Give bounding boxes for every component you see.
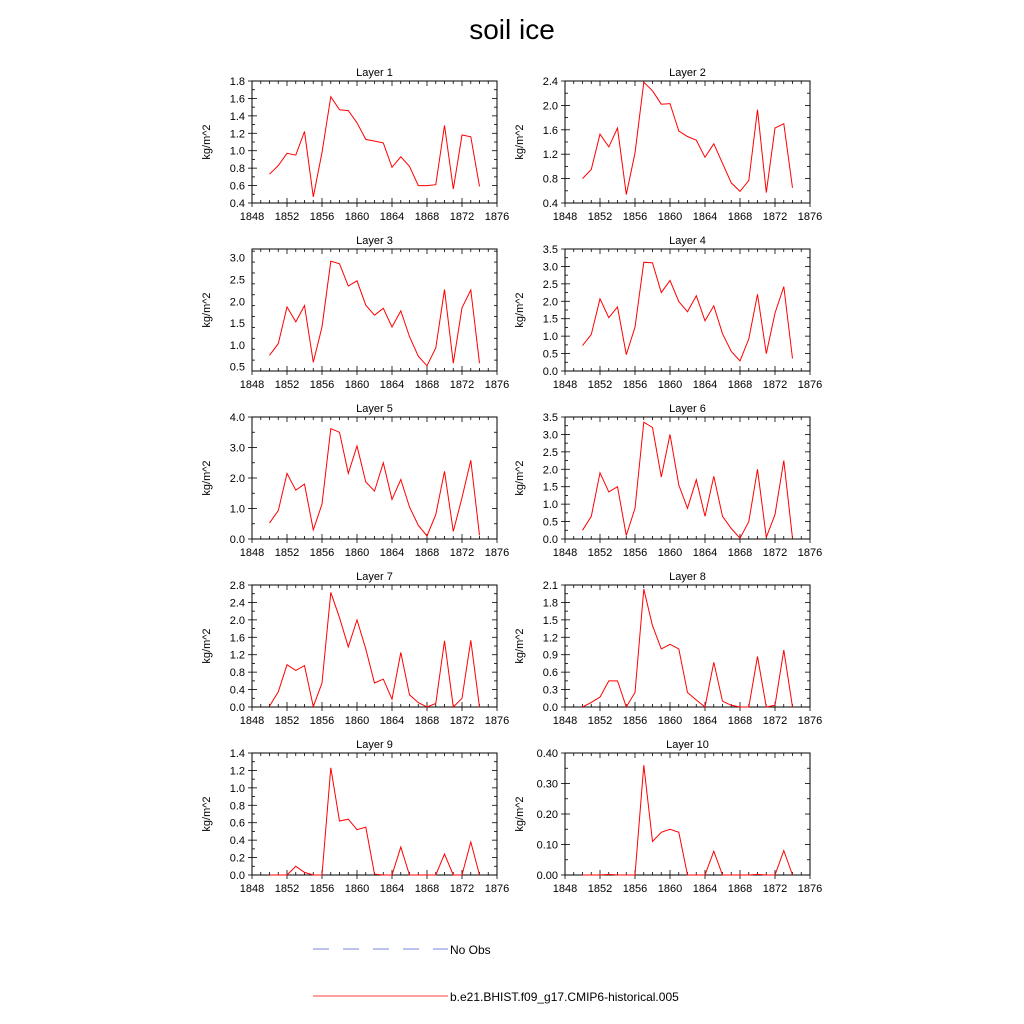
series-line <box>583 765 793 875</box>
series-line <box>583 589 793 707</box>
x-tick-label: 1848 <box>552 211 578 223</box>
x-tick-label: 1856 <box>309 715 335 727</box>
x-tick-label: 1848 <box>239 547 265 559</box>
x-tick-label: 1852 <box>274 547 300 559</box>
panel-title: Layer 3 <box>356 235 393 247</box>
x-tick-label: 1856 <box>309 379 335 391</box>
y-tick-label: 1.4 <box>229 748 245 760</box>
panel-layer-3 <box>201 235 509 391</box>
y-tick-label: 3.5 <box>542 412 558 424</box>
x-tick-label: 1848 <box>552 883 578 895</box>
y-tick-label: 1.5 <box>229 318 245 331</box>
x-tick-label: 1864 <box>379 547 405 559</box>
y-tick-label: 0.20 <box>536 809 558 821</box>
y-axis-label: kg/m^2 <box>201 292 213 328</box>
x-tick-label: 1852 <box>587 379 613 391</box>
x-tick-label: 1872 <box>449 715 475 727</box>
x-tick-label: 1864 <box>379 883 405 895</box>
panel-title: Layer 9 <box>356 739 393 751</box>
y-tick-label: 0.0 <box>229 534 245 546</box>
x-tick-label: 1848 <box>552 715 578 727</box>
panel-layer-1 <box>201 67 509 223</box>
x-tick-label: 1860 <box>657 379 683 391</box>
y-tick-label: 0.4 <box>229 198 245 210</box>
y-tick-label: 0.3 <box>542 684 558 697</box>
series-line <box>583 422 793 538</box>
x-tick-label: 1864 <box>692 379 718 391</box>
panel-layer-9 <box>201 739 509 895</box>
y-tick-label: 2.0 <box>229 614 245 627</box>
x-tick-label: 1872 <box>449 883 475 895</box>
plot-frame <box>252 417 497 539</box>
x-tick-label: 1868 <box>727 883 753 895</box>
series-line <box>583 82 793 194</box>
series-line <box>270 261 480 366</box>
y-tick-label: 1.5 <box>542 614 558 627</box>
y-tick-label: 0.8 <box>229 667 245 680</box>
x-tick-label: 1868 <box>727 547 753 559</box>
panel-title: Layer 1 <box>356 67 393 79</box>
x-tick-label: 1864 <box>379 715 405 727</box>
x-tick-label: 1852 <box>587 547 613 559</box>
y-tick-label: 1.4 <box>229 110 245 123</box>
x-tick-label: 1852 <box>274 379 300 391</box>
x-tick-label: 1856 <box>622 547 648 559</box>
x-tick-label: 1868 <box>414 211 440 223</box>
panel-title: Layer 7 <box>356 571 393 583</box>
panel-layer-10 <box>514 739 822 895</box>
y-tick-label: 1.2 <box>229 649 245 662</box>
plot-frame <box>252 585 497 707</box>
x-tick-label: 1872 <box>449 547 475 559</box>
y-tick-label: 3.0 <box>542 429 558 442</box>
figure-title: soil ice <box>469 14 555 45</box>
y-tick-label: 1.8 <box>542 597 558 610</box>
y-tick-label: 1.2 <box>229 128 245 141</box>
y-tick-label: 1.2 <box>229 765 245 778</box>
y-tick-label: 1.6 <box>229 632 245 645</box>
x-tick-label: 1852 <box>587 883 613 895</box>
panel-title: Layer 6 <box>669 403 706 415</box>
x-tick-label: 1848 <box>239 379 265 391</box>
y-tick-label: 0.6 <box>542 667 558 680</box>
y-tick-label: 1.2 <box>542 149 558 162</box>
series-line <box>270 97 480 197</box>
y-tick-label: 0.0 <box>542 702 558 714</box>
x-tick-label: 1860 <box>344 379 370 391</box>
y-tick-label: 0.0 <box>542 366 558 378</box>
x-tick-label: 1852 <box>274 211 300 223</box>
x-tick-label: 1856 <box>622 715 648 727</box>
y-axis-label: kg/m^2 <box>201 460 213 496</box>
y-tick-label: 2.5 <box>229 274 245 287</box>
y-tick-label: 2.0 <box>542 100 558 113</box>
x-tick-label: 1872 <box>762 211 788 223</box>
y-tick-label: 0.8 <box>542 173 558 186</box>
x-tick-label: 1864 <box>379 211 405 223</box>
x-tick-label: 1872 <box>449 211 475 223</box>
x-tick-label: 1852 <box>274 715 300 727</box>
x-tick-label: 1852 <box>587 211 613 223</box>
y-axis-label: kg/m^2 <box>514 796 526 832</box>
x-tick-label: 1876 <box>797 379 823 391</box>
y-axis-label: kg/m^2 <box>514 460 526 496</box>
y-tick-label: 2.5 <box>542 446 558 459</box>
y-tick-label: 4.0 <box>229 412 245 424</box>
y-tick-label: 2.4 <box>229 597 245 610</box>
y-tick-label: 0.0 <box>229 870 245 882</box>
panel-title: Layer 5 <box>356 403 393 415</box>
panel-layer-8 <box>514 571 822 727</box>
x-tick-label: 1876 <box>797 715 823 727</box>
x-tick-label: 1876 <box>797 883 823 895</box>
x-tick-label: 1868 <box>414 547 440 559</box>
y-tick-label: 3.0 <box>542 261 558 274</box>
y-axis-label: kg/m^2 <box>514 124 526 160</box>
y-tick-label: 1.0 <box>542 331 558 344</box>
x-tick-label: 1860 <box>344 211 370 223</box>
x-tick-label: 1872 <box>762 547 788 559</box>
x-tick-label: 1868 <box>727 211 753 223</box>
plot-frame <box>565 585 810 707</box>
x-tick-label: 1876 <box>797 547 823 559</box>
x-tick-label: 1848 <box>239 211 265 223</box>
plot-frame <box>252 81 497 203</box>
y-tick-label: 2.0 <box>542 464 558 477</box>
y-tick-label: 1.6 <box>542 124 558 137</box>
y-tick-label: 0.8 <box>229 800 245 813</box>
x-tick-label: 1856 <box>622 883 648 895</box>
y-tick-label: 3.0 <box>229 442 245 455</box>
x-tick-label: 1872 <box>762 715 788 727</box>
panel-layer-4 <box>514 235 822 391</box>
x-tick-label: 1856 <box>309 547 335 559</box>
x-tick-label: 1868 <box>727 379 753 391</box>
y-tick-label: 1.0 <box>229 339 245 352</box>
x-tick-label: 1856 <box>622 379 648 391</box>
x-tick-label: 1864 <box>379 379 405 391</box>
y-tick-label: 0.10 <box>536 839 558 852</box>
y-tick-label: 1.0 <box>229 145 245 158</box>
x-tick-label: 1864 <box>692 715 718 727</box>
panel-title: Layer 8 <box>669 571 706 583</box>
plot-frame <box>252 753 497 875</box>
x-tick-label: 1876 <box>797 211 823 223</box>
y-tick-label: 1.0 <box>229 503 245 516</box>
series-line <box>270 592 480 707</box>
y-tick-label: 0.9 <box>542 649 558 662</box>
x-tick-label: 1860 <box>657 211 683 223</box>
y-tick-label: 0.00 <box>536 870 558 882</box>
x-tick-label: 1860 <box>657 715 683 727</box>
x-tick-label: 1856 <box>309 211 335 223</box>
x-tick-label: 1860 <box>657 547 683 559</box>
x-tick-label: 1860 <box>344 883 370 895</box>
y-tick-label: 2.4 <box>542 76 558 88</box>
y-tick-label: 0.6 <box>229 817 245 830</box>
x-tick-label: 1860 <box>344 547 370 559</box>
x-tick-label: 1852 <box>274 883 300 895</box>
x-tick-label: 1852 <box>587 715 613 727</box>
x-tick-label: 1872 <box>449 379 475 391</box>
y-tick-label: 0.4 <box>229 684 245 697</box>
x-tick-label: 1848 <box>239 715 265 727</box>
panel-title: Layer 4 <box>669 235 706 247</box>
y-axis-label: kg/m^2 <box>514 628 526 664</box>
x-tick-label: 1864 <box>692 547 718 559</box>
y-tick-label: 0.4 <box>542 198 558 210</box>
legend <box>313 943 679 1004</box>
x-tick-label: 1860 <box>344 715 370 727</box>
panel-layer-5 <box>201 403 509 559</box>
x-tick-label: 1876 <box>484 211 510 223</box>
y-tick-label: 0.40 <box>536 748 558 760</box>
x-tick-label: 1872 <box>762 883 788 895</box>
y-axis-label: kg/m^2 <box>514 292 526 328</box>
x-tick-label: 1868 <box>727 715 753 727</box>
y-tick-label: 0.5 <box>229 361 245 374</box>
series-line <box>270 429 480 536</box>
y-tick-label: 1.6 <box>229 93 245 106</box>
y-tick-label: 1.0 <box>229 782 245 795</box>
x-tick-label: 1876 <box>484 379 510 391</box>
y-tick-label: 2.1 <box>542 580 558 592</box>
x-tick-label: 1856 <box>622 211 648 223</box>
y-tick-label: 2.5 <box>542 278 558 291</box>
x-tick-label: 1876 <box>484 883 510 895</box>
y-tick-label: 0.5 <box>542 348 558 361</box>
panel-layer-6 <box>514 403 822 559</box>
y-tick-label: 0.8 <box>229 163 245 176</box>
y-tick-label: 1.5 <box>542 481 558 494</box>
panel-title: Layer 2 <box>669 67 706 79</box>
series-line <box>583 262 793 361</box>
x-tick-label: 1872 <box>762 379 788 391</box>
y-tick-label: 2.0 <box>229 473 245 485</box>
y-tick-label: 0.6 <box>229 180 245 193</box>
y-tick-label: 0.0 <box>229 702 245 714</box>
plot-frame <box>565 417 810 539</box>
y-axis-label: kg/m^2 <box>201 796 213 832</box>
x-tick-label: 1856 <box>309 883 335 895</box>
y-tick-label: 0.30 <box>536 778 558 791</box>
y-tick-label: 0.4 <box>229 835 245 848</box>
x-tick-label: 1876 <box>484 715 510 727</box>
x-tick-label: 1876 <box>484 547 510 559</box>
x-tick-label: 1864 <box>692 883 718 895</box>
y-tick-label: 0.5 <box>542 516 558 529</box>
series-line <box>270 768 480 875</box>
legend-label-model: b.e21.BHIST.f09_g17.CMIP6-historical.005 <box>450 990 679 1004</box>
x-tick-label: 1848 <box>552 547 578 559</box>
x-tick-label: 1848 <box>239 883 265 895</box>
panel-title: Layer 10 <box>666 739 709 751</box>
plot-frame <box>565 753 810 875</box>
x-tick-label: 1864 <box>692 211 718 223</box>
y-tick-label: 0.2 <box>229 852 245 865</box>
y-axis-label: kg/m^2 <box>201 124 213 160</box>
y-axis-label: kg/m^2 <box>201 628 213 664</box>
y-tick-label: 0.0 <box>542 534 558 546</box>
y-tick-label: 1.2 <box>542 632 558 645</box>
legend-label-no-obs: No Obs <box>450 943 491 957</box>
y-tick-label: 2.0 <box>229 296 245 309</box>
x-tick-label: 1868 <box>414 883 440 895</box>
y-tick-label: 1.8 <box>229 76 245 88</box>
panel-layer-7 <box>201 571 509 727</box>
y-tick-label: 3.5 <box>542 244 558 256</box>
y-tick-label: 2.8 <box>229 580 245 592</box>
panel-layer-2 <box>514 67 822 223</box>
y-tick-label: 1.5 <box>542 313 558 326</box>
x-tick-label: 1868 <box>414 715 440 727</box>
y-tick-label: 1.0 <box>542 499 558 512</box>
y-tick-label: 2.0 <box>542 296 558 309</box>
y-tick-label: 3.0 <box>229 252 245 265</box>
x-tick-label: 1848 <box>552 379 578 391</box>
x-tick-label: 1860 <box>657 883 683 895</box>
x-tick-label: 1868 <box>414 379 440 391</box>
plot-frame <box>565 249 810 371</box>
